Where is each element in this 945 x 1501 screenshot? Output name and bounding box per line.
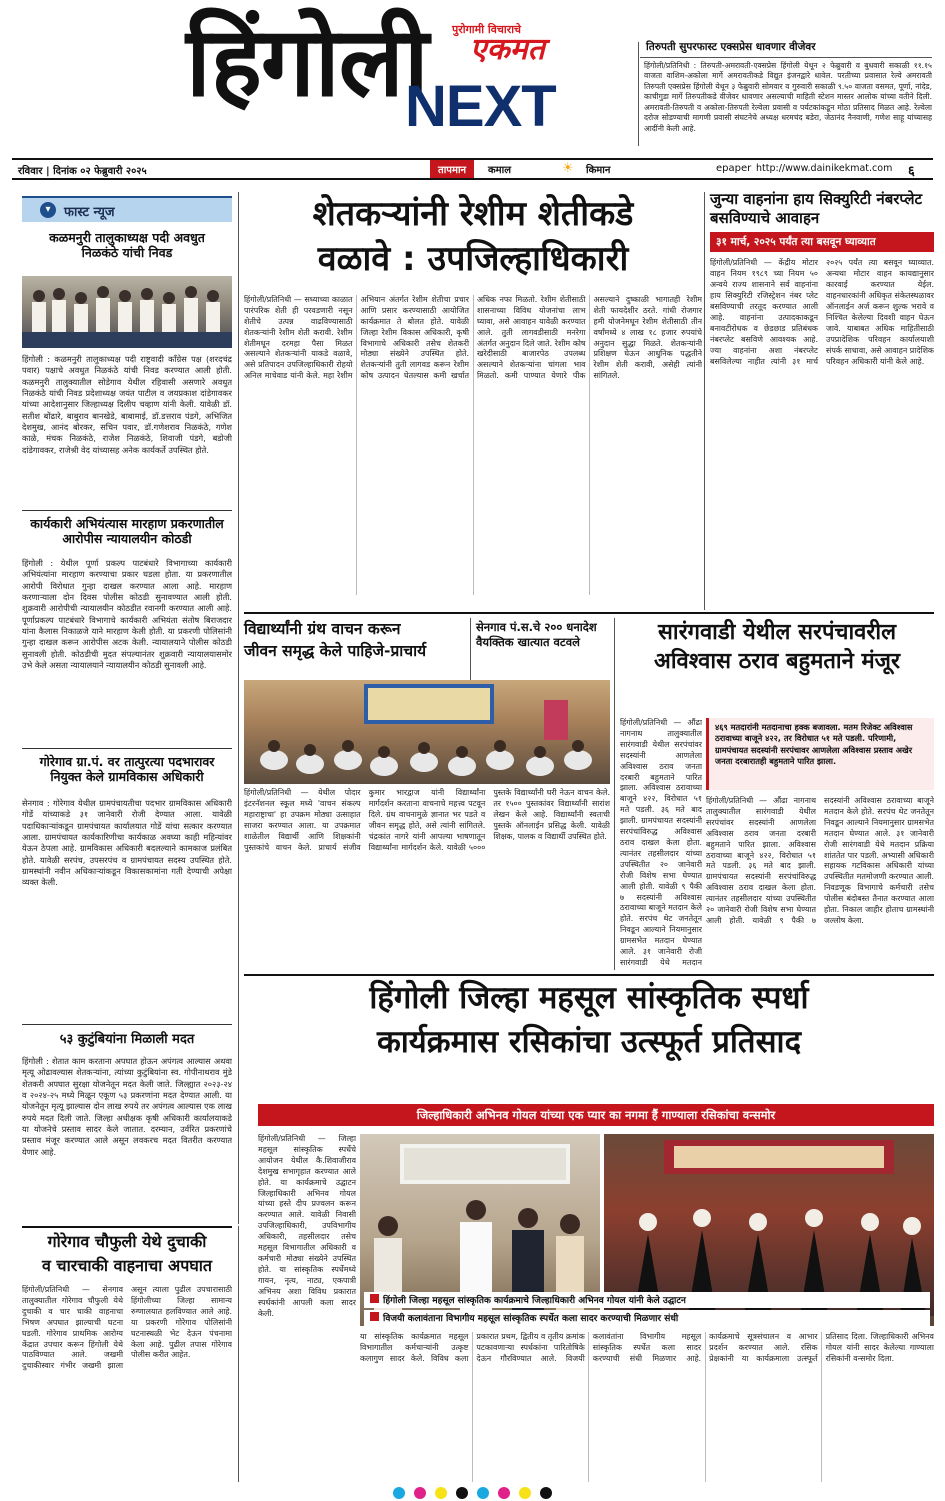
caption-bullet-icon — [370, 1294, 379, 1303]
culture-body-left: हिंगोली/प्रतिनिधी — जिल्हा महसूल सांस्कृतिक स्पर्धेचे आयोजन येथील कै.शिवाजीराव देशमुख सभागृहात करण्यात आले होते. या कार्यक्रमाचे उद्घाटन जिल्हाधिकारी अभिनव गोयल यांच्या हस्ते दीप प्रज्वलन करून करण्यात आले. यावेळी निवासी उपजिल्हाधिकारी, उपविभागीय अधिकारी, तहसीलदार तसेच महसूल विभागातील अधिकारी व कर्मचारी मोठ्या संख्येने उपस्थित होते. या सांस्कृतिक स्पर्धेमध्ये गायन, नृत्य, नाट्य, एकपात्री अभिनय अशा विविध प्रकारात स्पर्धकांनी आपली कला सादर केली. — [258, 1134, 356, 1318]
sarangwadi-body-continued: हिंगोली/प्रतिनिधी — औंढा नागनाथ तालुक्यातील सारंगवाडी येथील सरपंचांवर सदस्यांनी आणलेला अविश्वास ठराव जनता दरबारी बहुमताने पारित झाला. अविश्वास ठरावाच्या बाजूने ४२२, विरोधात ५१ मते पडली. ३६ मते बाद झाली. ग्रामपंचायत सदस्यांनी सरपंचांविरुद्ध अविश्वास ठराव दाखल केला होता. त्यानंतर तहसीलदार यांच्या उपस्थितीत २० जानेवारी रोजी विशेष सभा घेण्यात आली होती. यावेळी ९ पैकी ७ सदस्यांनी अविश्वास ठरावाच्या बाजूने मतदान केले होते. सरपंच थेट जनतेतून निवडून आल्याने नियमानुसार ग्रामसभेत मतदान घेण्यात आले. ३१ जानेवारी रोजी सारंगवाडी येथे मतदान प्रक्रिया शांततेत पार पडली. अभ्यासी अधिकारी सहायक गटविकास अधिकारी यांच्या उपस्थितीत मतमोजणी करण्यात आली. निवडणूक विभागाचे कर्मचारी तसेच पोलीस बंदोबस्त तैनात करण्यात आला होता. निकाल जाहीर होताच ग्रामस्थांनी जल्लोष केला. — [706, 796, 934, 925]
cyan-swatch — [477, 1487, 489, 1499]
dateline-bar — [12, 158, 933, 180]
cyan-swatch — [393, 1487, 405, 1499]
students-headline-line2: जीवन समृद्ध केले पाहिजे-प्राचार्य — [244, 641, 427, 660]
page-number: ६ — [908, 164, 915, 179]
sarangwadi-highlight-box — [706, 718, 934, 790]
masthead — [0, 0, 945, 162]
culture-strip-text: जिल्हाधिकारी अभिनव गोयल यांच्या एक प्यार का नगमा हैं गाण्याला रसिकांचा वन्समोर — [416, 1108, 776, 1122]
group-photo — [22, 276, 232, 348]
story-headline: कळमनुरी तालुकाध्यक्ष पदी अवधुत निळकंठे यांची निवड — [49, 230, 205, 261]
goregaon-headline-line1: गोरेगाव चौफुली येथे दुचाकी — [47, 1232, 207, 1251]
goregaon-body: हिंगोली/प्रतिनिधी — सेनगाव तालुक्यातील गोरेगाव चौफुली येथे दुचाकी व चार चाकी वाहनाचा भिषण अपघात झाल्याची घटना घडली. गोरेगाव प्राथमिक आरोग्य केंद्रात उपचार करून हिंगोली येथे पाठविण्यात आले. जखमी दुचाकीस्वार गंभीर जखमी झाला असून त्याला पुढील उपचारासाठी हिंगोलीच्या जिल्हा सामान्य रुग्णालयात हलविण्यात आले आहे. या प्रकरणी गोरेगाव पोलिसांनी घटनास्थळी भेट देऊन पंचनामा केला आहे. पुढील तपास गोरेगाव पोलीस करीत आहेत. — [22, 1285, 232, 1371]
students-headline-line1: विद्यार्थ्यांनी ग्रंथ वाचन करून — [244, 620, 401, 638]
temperature-label: तापमान — [430, 160, 474, 178]
story-body: सेनगाव : गोरेगाव येथील ग्रामपंचायतीचा पदभार ग्रामविकास अधिकारी गोडें यांच्याकडे ३१ जानेवारी रोजी देण्यात आला. यावेळी पदाधिकाऱ्यांकडून ग्रामपंचायत कार्यालयात गोडें यांचा सत्कार करण्यात आला. ग्रामपंचायत कार्यकारिणीचा कार्यकाळ अवघ्या काही महिन्यांवर येऊन ठेपला आहे. ग्रामविकास अधिकारी बदलल्याने कामकाज प्रलंबित होते. यावेळी सरपंच, उपसरपंच व ग्रामपंचायत सदस्य उपस्थित होते. ग्रामस्थांनी नवीन अधिकाऱ्यांकडून विकासकामांना गती देण्याची अपेक्षा व्यक्त केली. — [22, 798, 232, 888]
story-headline: ५३ कुटुंबियांना मिळाली मदत — [59, 1032, 195, 1047]
top-news-body: हिंगोली/प्रतिनिधी : तिरुपती-अमरावती-एक्सप्रेस हिंगोली येथून २ फेब्रुवारी व बुधवारी सकाळी ११.१५ वाजता वाशिम-अकोला मार्गे अमरावतीकडे विद्युत इंजनद्वारे धावेल. परतीच्या प्रवासात रेल्वे अमरावती तिरुपती एक्सप्रेस हिंगोली येथून ३ फेब्रुवारी सोमवार व गुरुवारी सकाळी ९.५० वाजता वसमत, पूर्णा, नांदेड, काचीगुडा मार्गे तिरुपतीकडे वीजेवर धावणार असल्याची माहिती स्टेशन मास्तर आलोक यांच्या वतीने दिली. अमरावती-तिरुपती व अकोला-तिरुपती रेल्वेला प्रवासी व पर्यटकांकडून मोठा प्रतिसाद मिळत आहे. रेल्वेला दरोज सोडण्याची मागणी प्रवासी संघटनेचे अध्यक्ष धरमचंद बडेरा, जेठानंद नैनवाणी, गणेश साहू यांच्यासह आदींनी केली आहे. — [644, 61, 932, 133]
hsrp-story — [710, 190, 934, 608]
lead-body: हिंगोली/प्रतिनिधी — सध्याच्या काळात पारंपरिक शेती ही परवडणारी नसून शेतीचे उत्पन्न वाढविण्यासाठी शेतकऱ्यांनी रेशीम शेती करावी. रेशीम शेतीमधून दरमहा पैसा मिळत असल्याने शेतकऱ्यांनी याकडे वळावे, असे प्रतिपादन उपजिल्हाधिकारी रोहयो अनिल माचेवाड यांनी केले. महा रेशीम अभियान अंतर्गत रेशीम शेतीचा प्रचार आणि प्रसार करण्यासाठी आयोजित कार्यक्रमात ते बोलत होते. यावेळी जिल्हा रेशीम विकास अधिकारी, कृषी विभागाचे अधिकारी तसेच शेतकरी मोठ्या संख्येने उपस्थित होते. शेतकऱ्यांनी तुती लागवड करून रेशीम कोष उत्पादन घेतल्यास कमी खर्चात अधिक नफा मिळतो. रेशीम शेतीसाठी शासनाच्या विविध योजनांचा लाभ घ्यावा, असे आवाहन यावेळी करण्यात आले. तुती लागवडीसाठी मनरेगा अंतर्गत अनुदान दिले जाते. रेशीम कोष खरेदीसाठी बाजारपेठ उपलब्ध असल्याने शेतकऱ्यांना चांगला भाव मिळतो. कमी पाण्यात येणारे पीक असल्याने दुष्काळी भागातही रेशीम शेती फायदेशीर ठरते. गांधी रोजगार हमी योजनेमधून रेशीम शेतीसाठी तीन वर्षांमध्ये ४ लाख १८ हजार रुपयांचे अनुदान सुद्धा मिळते. शेतकऱ्यांनी प्रशिक्षण घेऊन आधुनिक पद्धतीने रेशीम शेती करावी, असेही त्यांनी सांगितले. — [244, 294, 702, 381]
divider — [22, 510, 232, 511]
goregaon-story — [22, 1232, 232, 1486]
culture-headline-line1: हिंगोली जिल्हा महसूल सांस्कृतिक स्पर्धा — [369, 980, 809, 1016]
column-divider — [238, 1226, 239, 1482]
culture-caption-2 — [364, 1310, 930, 1326]
sarangwadi-headline-line2: अविश्वास ठराव बहुमताने मंजूर — [654, 648, 900, 674]
top-news-headline: तिरुपती सुपरफास्ट एक्सप्रेस धावणार वीजेवर — [640, 40, 932, 58]
story-body: हिंगोली : कळमनुरी तालुकाध्यक्ष पदी राष्ट्रवादी काँग्रेस पक्ष (शरदचंद्र पवार) पक्षाचे अवधुत निळकंठे यांची निवड करण्यात आली होती. कळमनुरी तालुक्यातील सोडेगाव येथील रहिवासी असणारे अवधुत निळकंठे यांची निवड प्रदेशाध्यक्ष जयंत पाटील व जयप्रकाश दांडेगावकर यांच्या आदेशानुसार जिल्हाध्यक्ष दिलीप चव्हाण यांनी केली. यावेळी डॉ. सतीश बोंढारे, बाबुराव बानखेडे, बाबामाई, डॉ.डत्तराव पंडगे, अभिजित देशमुख, आनंद बोरकर, सचिन पवार, डॉ.गणेशराव निळकंठे, गणेश काळे, मंचक निळकंठे, राजेश निळकंठे, शिवाजी पंडगे, बडोजी दांडेगावकर, राजेश्री वेद यांच्यासह अनेक कार्यकर्ते उपस्थित होते. — [22, 354, 232, 455]
story-headline: गोरेगाव ग्रा.पं. वर तात्पुरत्या पदभारावर नियुक्त केले ग्रामविकास अधिकारी — [39, 754, 215, 785]
people-illustration — [22, 276, 232, 348]
hsrp-banner: ३१ मार्च, २०२५ पर्यंत त्या बसवून घ्याव्यात — [710, 232, 934, 252]
section-divider — [244, 612, 934, 614]
students-body: हिंगोली/प्रतिनिधी — येथील पोदार इंटरनॅशनल स्कूल मध्ये 'वाचन संकल्प महाराष्ट्राचा' हा उपक्रम मोठ्या उत्साहात साजरा करण्यात आला. या उपक्रमात शाळेतील विद्यार्थी आणि शिक्षकांनी पुस्तकांचे वाचन केले. प्राचार्य संजीव कुमार भारद्वाज यांनी विद्यार्थ्यांना मार्गदर्शन करताना वाचनाचे महत्त्व पटवून दिले. ग्रंथ वाचनामुळे ज्ञानात भर पडते व जीवन समृद्ध होते, असे त्यांनी सांगितले. चंद्रकांत नागरे यांनी आपल्या भाषणातून विद्यार्थ्यांना मार्गदर्शन केले. यावेळी ५००० पुस्तके विद्यार्थ्यांनी घरी नेऊन वाचन केले. तर १५०० पुस्तकांवर विद्यार्थ्यांनी सारांश लेखन केले आहे. विद्यार्थ्यांनी स्वतःची पुस्तके ऑनलाईन प्रसिद्ध केली. यावेळी शिक्षक, पालक व विद्यार्थी उपस्थित होते. — [244, 788, 610, 852]
caption-text: विजयी कलावंताना विभागीय महसूल सांस्कृतिक स्पर्धेत कला सादर करण्याची मिळणार संधी — [383, 1314, 679, 1324]
hsrp-headline: जुन्या वाहनांना हाय सिक्युरिटी नंबरप्लेट बसविण्याचे आवाहन — [710, 190, 923, 228]
sun-icon: ☀ — [562, 161, 574, 176]
divider — [22, 748, 232, 749]
sengaon-headline: सेनगाव पं.स.चे २०० धनादेश वैयक्तिक खात्यात वटवले — [476, 620, 597, 650]
hsrp-body: हिंगोली/प्रतिनिधी — केंद्रीय मोटार वाहन नियम १९८९ च्या नियम ५० अन्वये राज्य शासनाने सर्व वाहनांना हाय सिक्युरिटी रजिस्ट्रेशन नंबर प्लेट बसविण्याची तरतूद करण्यात आली आहे. वाहनांना उत्पादकाकडून बनावटीरोधक व छेडछाड प्रतिबंधक नंबरप्लेट बसविणे आवश्यक आहे. ज्या वाहनांना अशा नंबरप्लेट बसविलेल्या नाहीत त्यांनी ३१ मार्च २०२५ पर्यंत त्या बसवून घ्याव्यात. अन्यथा मोटार वाहन कायद्यानुसार कारवाई करण्यात येईल. वाहनधारकांनी अधिकृत संकेतस्थळावर ऑनलाईन अर्ज करून शुल्क भरावे व निश्चित केलेल्या दिवशी वाहन घेऊन जावे. याबाबत अधिक माहितीसाठी उपप्रादेशिक परिवहन कार्यालयाशी संपर्क साधावा, असे आवाहन प्रादेशिक परिवहन अधिकारी यांनी केले आहे. — [710, 258, 934, 366]
caption-text: हिंगोली जिल्हा महसूल सांस्कृतिक कार्यक्रमाचे जिल्हाधिकारी अभिनव गोयल यांनी केले उद्घाटन — [383, 1296, 686, 1306]
black-swatch — [540, 1487, 552, 1499]
temperature-max: कमाल — [488, 165, 512, 176]
masthead-title: हिंगोली — [186, 6, 428, 118]
caption-bullet-icon — [370, 1312, 379, 1321]
culture-story — [244, 980, 934, 1110]
magenta-swatch — [414, 1487, 426, 1499]
issue-date: रविवार | दिनांक ०२ फेब्रुवारी २०२५ — [18, 166, 147, 177]
culture-strip — [258, 1104, 934, 1126]
yellow-swatch — [519, 1487, 531, 1499]
reading-photo — [244, 680, 610, 784]
epaper-label: epaper — [716, 163, 752, 174]
lead-headline-line1: शेतकऱ्यांनी रेशीम शेतीकडे — [312, 194, 634, 234]
column-divider — [238, 192, 239, 1224]
section-divider — [244, 974, 934, 976]
goregaon-headline-line2: व चारचाकी वाहनाचा अपघात — [41, 1255, 213, 1275]
black-swatch — [456, 1487, 468, 1499]
top-news-box — [640, 40, 932, 148]
lead-headline-line2: वळावे : उपजिल्हाधिकारी — [317, 239, 629, 280]
masthead-next-logo: NEXT — [405, 74, 556, 139]
fast-news-header — [22, 196, 232, 222]
sarangwadi-body: हिंगोली/प्रतिनिधी — औंढा नागनाथ तालुक्यातील सारंगवाडी येथील सरपंचांवर सदस्यांनी आणलेला अविश्वास ठराव जनता दरबारी बहुमताने पारित झाला. अविश्वास ठरावाच्या बाजूने ४२२, विरोधात ५१ मते पडली. ३६ मते बाद झाली. ग्रामपंचायत सदस्यांनी सरपंचांविरुद्ध अविश्वास ठराव दाखल केला होता. त्यानंतर तहसीलदार यांच्या उपस्थितीत २० जानेवारी रोजी विशेष सभा घेण्यात आली होती. यावेळी ९ पैकी ७ सदस्यांनी अविश्वास ठरावाच्या बाजूने मतदान केले होते. सरपंच थेट जनतेतून निवडून आल्याने नियमानुसार ग्रामसभेत मतदान घेण्यात आले. ३१ जानेवारी रोजी सारंगवाडी येथे मतदान — [620, 718, 702, 967]
column-divider — [614, 618, 615, 970]
lead-story — [244, 190, 702, 608]
color-registration-bar — [0, 1484, 945, 1500]
masthead-tagline: पुरोगामी विचाराचे — [452, 23, 522, 36]
column-divider — [704, 192, 705, 610]
culture-headline-line2: कार्यक्रमास रसिकांचा उत्स्फूर्त प्रतिसाद — [376, 1023, 802, 1060]
culture-caption-1 — [364, 1292, 930, 1308]
magenta-swatch — [498, 1487, 510, 1499]
masthead-brand: एकमत — [470, 32, 545, 67]
story-body: हिंगोली : शेतात काम करताना अपघात होऊन अपंगत्व आल्यास अथवा मृत्यू ओढावल्यास शेतकऱ्यांना, त्यांच्या कुटुंबियांना स्व. गोपीनाथराव मुंडे शेतकरी अपघात सुरक्षा योजनेतून मदत केली जाते. जिल्ह्यात २०२३-२४ व २०२४-२५ मध्ये मिळून एकूण ५३ प्रकरणांना मदत देण्यात आली. या योजनेतून मृत्यू झाल्यास दोन लाख रुपये तर अपंगत्व आल्यास एक लाख रुपये मदत दिली जाते. जिल्हा अधीक्षक कृषी अधिकारी कार्यालयाकडे या योजनेचे प्रस्ताव सादर केले जातात. दरम्यान, उर्वरित प्रकरणांचे प्रस्ताव मंजूर करण्यात आले असून लवकरच मदत वितरीत करण्यात येणार आहे. — [22, 1056, 232, 1157]
sarangwadi-headline-line1: सारंगवाडी येथील सरपंचावरील — [658, 620, 896, 645]
culture-body-right: या सांस्कृतिक कार्यक्रमात महसूल विभागातील कर्मचाऱ्यांनी उत्कृष्ट कलागुण सादर केले. विविध कला प्रकारात प्रथम, द्वितीय व तृतीय क्रमांक पटकावणाऱ्या स्पर्धकांना पारितोषिके देऊन गौरविण्यात आले. विजयी कलावंतांना विभागीय महसूल सांस्कृतिक स्पर्धेत कला सादर करण्याची संधी मिळणार आहे. कार्यक्रमाचे सूत्रसंचालन व आभार प्रदर्शन करण्यात आले. रसिक प्रेक्षकांनी या कार्यक्रमाला उत्स्फूर्त प्रतिसाद दिला. जिल्हाधिकारी अभिनव गोयल यांनी सादर केलेल्या गाण्याला रसिकांनी वन्समोर दिला. — [360, 1332, 934, 1363]
column-divider — [470, 618, 471, 680]
divider — [638, 42, 639, 146]
epaper-url[interactable]: http://www.dainikekmat.com — [756, 163, 893, 174]
yellow-swatch — [435, 1487, 447, 1499]
fast-news-title: फास्ट न्यूज — [64, 205, 115, 220]
chevron-down-icon: ▾ — [40, 202, 56, 218]
sarangwadi-box-text: ४६९ मतदारांनी मतदानाचा हक्क बजावला. मतम रिजेक्ट अविश्वास ठरावाच्या बाजूने ४२२, तर विरोधात ५१ मते पडली. परिणामी, ग्रामपंचायत सदस्यांनी सरपंचावर आणलेला अविश्वास प्रस्ताव अखेर जनता दरबारातही बहुमताने पारित झाला. — [715, 722, 913, 766]
divider — [22, 1024, 232, 1025]
temperature-min: किमान — [586, 165, 611, 176]
section-divider — [22, 1226, 232, 1228]
story-headline: कार्यकारी अभियंत्यास मारहाण प्रकरणातील आरोपीस न्यायालयीन कोठडी — [30, 516, 224, 547]
sengaon-story — [476, 620, 610, 680]
story-body: हिंगोली : येथील पूर्णा प्रकल्प पाटबंधारे विभागाच्या कार्यकारी अभियंत्यांना मारहाण करण्याचा प्रकार घडला होता. या प्रकरणातील आरोपी विरोधात गुन्हा दाखल करण्यात आला आहे. मारहाण करणाऱ्याला दोन दिवस पोलीस कोठडी सुनावण्यात आली होती. शुक्रवारी आरोपीची न्यायालयीन कोठडीत रवानगी करण्यात आली आहे. पूर्णाप्रकल्प पाटबंधारे विभागाचे कार्यकारी अभियंता संतोष बिराजदार यांना कैलास निकाळजे याने मारहाण केली होती. या प्रकरणी पोलिसांनी गुन्हा दाखल करून आरोपीस अटक केली. न्यायालयाने पोलीस कोठडी सुनावली होती. कोठडीची मुदत संपल्यानंतर शुक्रवारी न्यायालयासमोर उभे केले असता न्यायालयाने न्यायालयीन कोठडी सुनावली आहे. — [22, 558, 232, 670]
children-illustration — [244, 680, 610, 784]
